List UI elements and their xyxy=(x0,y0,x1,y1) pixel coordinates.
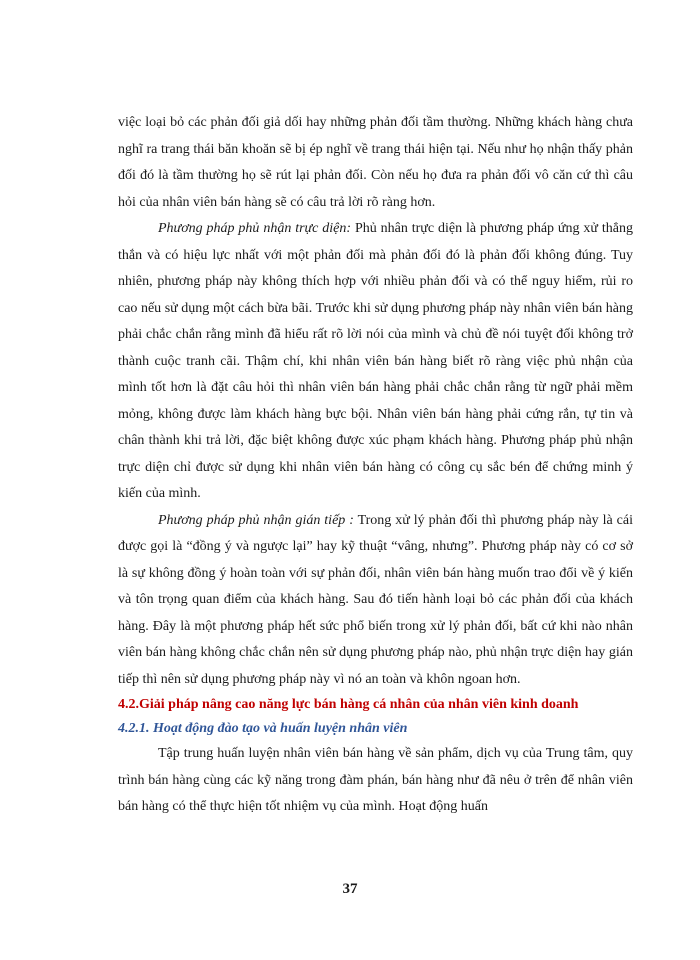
paragraph-3-body: Trong xử lý phản đối thì phương pháp này là cái được gọi là “đồng ý và ngược lại” hay kỹ thuật “vâng, nhưng”. Phương pháp này có cơ sở là sự không đồng ý hoàn toàn với sự phản đối, nhân viên bán hàng muốn trao đổi về ý kiến và tôn trọng quan điểm của khách hàng. Sau đó tiến hành loại bỏ các phản đối của khách hàng. Đây là một phương pháp hết sức phổ biến trong xử lý phản đối, bất cứ khi nào nhân viên bán hàng không chắc chắn nên sử dụng phương pháp nào, phủ nhận trực diện hay gián tiếp thì nên sử dụng phương pháp này vì nó an toàn và khôn ngoan hơn. xyxy=(118,512,633,687)
paragraph-3-lead: Phương pháp phủ nhận gián tiếp : xyxy=(158,512,354,528)
paragraph-2-lead: Phương pháp phủ nhận trực diện: xyxy=(158,221,352,236)
body-paragraph-1: việc loại bỏ các phản đối giả dối hay những phản đối tầm thường. Những khách hàng chưa nghĩ ra trang thái băn khoăn sẽ bị ép nghĩ về trang thái hiện tại. Nếu như họ nhận thấy phản đối đó là tầm thường họ sẽ rút lại phản đối. Còn nếu họ đưa ra phản đối vô căn cứ thì câu hỏi của nhân viên bán hàng sẽ có câu trả lời rõ ràng hơn. xyxy=(118,115,633,210)
page-number: 37 xyxy=(342,881,358,897)
document-page xyxy=(118,110,633,821)
body-paragraph-3 xyxy=(118,508,633,694)
body-paragraph-4: Tập trung huấn luyện nhân viên bán hàng về sản phẩm, dịch vụ của Trung tâm, quy trình bán hàng cùng các kỹ năng trong đàm phán, bán hàng như đã nêu ở trên để nhân viên bán hàng có thể thực hiện tốt nhiệm vụ của mình. Hoạt động huấn xyxy=(118,746,633,814)
subsection-heading: 4.2.1. Hoạt động đào tạo và huấn luyện nhân viên xyxy=(118,721,408,736)
section-heading: 4.2.Giải pháp nâng cao năng lực bán hàng cá nhân của nhân viên kinh doanh xyxy=(118,697,579,712)
paragraph-2-body: Phủ nhân trực diện là phương pháp ứng xử thẳng thắn và có hiệu lực nhất với một phản đối mà phản đối đó là phản đối không đúng. Tuy nhiên, phương pháp này không thích hợp với nhiều phản đối và có thể nguy hiểm, rủi ro cao nếu sử dụng một cách bừa bãi. Trước khi sử dụng phương pháp này nhân viên bán hàng phải chắc chắn rằng mình đã hiểu rất rõ lời nói của mình và chủ đề nói tuyệt đối không trở thành cuộc tranh cãi. Thậm chí, khi nhân viên bán hàng biết rõ ràng việc phủ nhận của mình tốt hơn là đặt câu hỏi thì nhân viên bán hàng phải chắc chắn rằng từ ngữ phải mềm mỏng, không được làm khách hàng bực bội. Nhân viên bán hàng phải cứng rắn, tự tin và chân thành khi trả lời, đặc biệt không được xúc phạm khách hàng. Phương pháp phủ nhận trực diện chỉ được sử dụng khi nhân viên bán hàng có công cụ sắc bén để chứng minh ý kiến của mình. xyxy=(118,221,633,501)
body-paragraph-2 xyxy=(118,216,633,508)
